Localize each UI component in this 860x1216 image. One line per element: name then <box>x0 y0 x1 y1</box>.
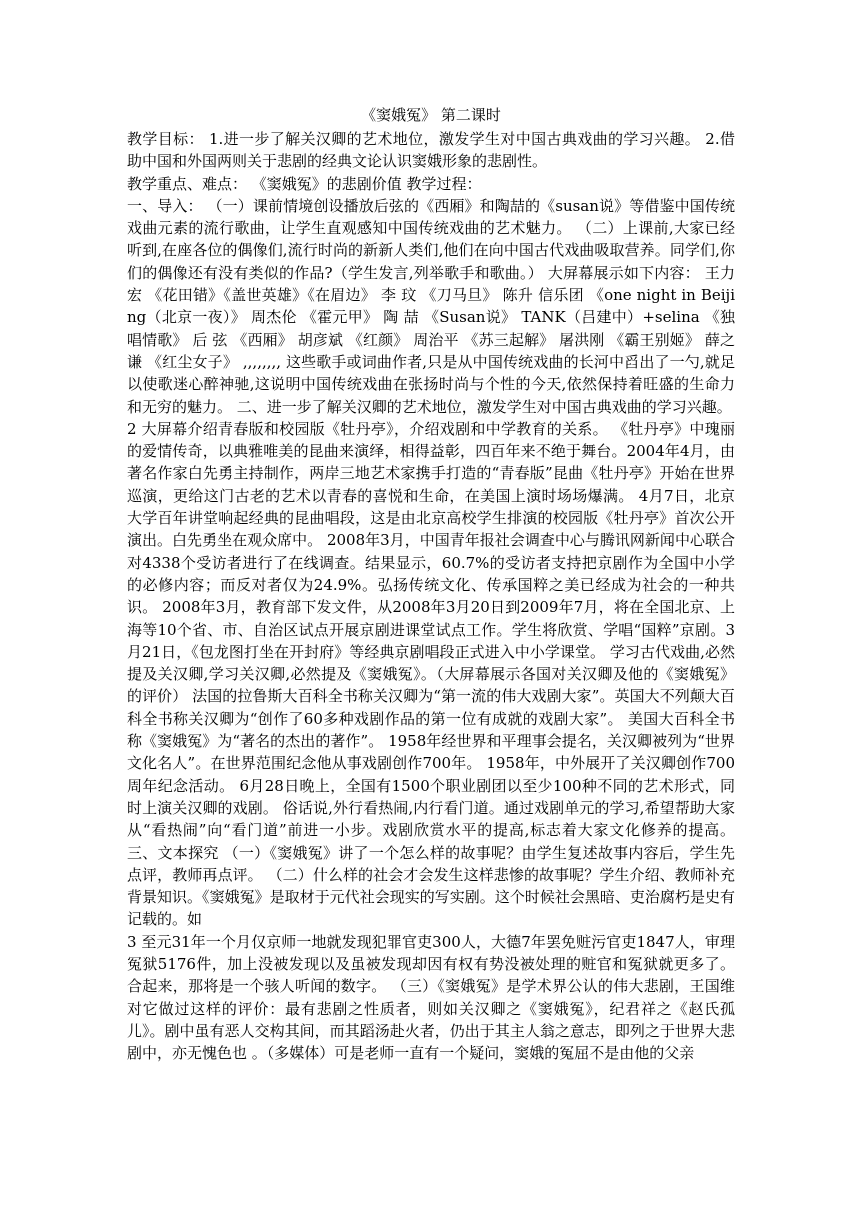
paragraph-objectives: 教学目标： 1.进一步了解关汉卿的艺术地位，激发学生对中国古典戏曲的学习兴趣。 2.借助中国和外国两则关于悲剧的经典文论认识窦娥形象的悲剧性。 <box>127 130 735 171</box>
paragraph-section-3: 3 至元31年一个月仅京师一地就发现犯罪官吏300人，大德7年罢免赃污官吏1847人，审理冤狱5176件，加上没被发现以及虽被发现却因有权有势没被处理的赃官和冤狱就更多了。合起来，那将是一个骇人听闻的数字。 （三）《窦娥冤》是学术界公认的伟大悲剧，王国维对它做过这样的评价：最有悲剧之性质者，则如关汉卿之《窦娥冤》，纪君祥之《赵氏孤儿》。剧中虽有恶人交构其间，而其蹈汤赴火者，仍出于其主人翁之意志，即列之于世界大悲剧中，亦无愧色也 。（多媒体）可是老师一直有一个疑问，窦娥的冤屈不是由他的父亲 <box>127 932 735 1063</box>
paragraph-section-2: 2 大屏幕介绍青春版和校园版《牡丹亭》，介绍戏剧和中学教育的关系。 《牡丹亭》中瑰丽的爱情传奇，以典雅唯美的昆曲来演绎，相得益彰，四百年来不绝于舞台。2004年4月，由著名作家白先勇主持制作，两岸三地艺术家携手打造的“青春版”昆曲《牡丹亭》开始在世界巡演，更给这门古老的艺术以青春的喜悦和生命，在美国上演时场场爆满。 4月7日，北京大学百年讲堂响起经典的昆曲唱段，这是由北京高校学生排演的校园版《牡丹亭》首次公开演出。白先勇坐在观众席中。 2008年3月，中国青年报社会调查中心与腾讯网新闻中心联合对4338个受访者进行了在线调查。结果显示，60.7%的受访者支持把京剧作为全国中小学的必修内容；而反对者仅为24.9%。弘扬传统文化、传承国粹之美已经成为社会的一种共识。 2008年3月，教育部下发文件，从2008年3月20日到2009年7月，将在全国北京、上海等10个省、市、自治区试点开展京剧进课堂试点工作。学生将欣赏、学唱“国粹”京剧。3月21日，《包龙图打坐在开封府》等经典京剧唱段正式进入中小学课堂。 学习古代戏曲,必然提及关汉卿,学习关汉卿,必然提及《窦娥冤》。（大屏幕展示各国对关汉卿及他的《窦娥冤》的评价） 法国的拉鲁斯大百科全书称关汉卿为“第一流的伟大戏剧大家”。英国大不列颠大百科全书称关汉卿为“创作了60多种戏剧作品的第一位有成就的戏剧大家”。 美国大百科全书称《窦娥冤》为“著名的杰出的著作”。 1958年经世界和平理事会提名，关汉卿被列为“世界文化名人”。在世界范围纪念他从事戏剧创作700年。 1958年，中外展开了关汉卿创作700周年纪念活动。 6月28日晚上，全国有1500个职业剧团以至少100种不同的艺术形式，同时上演关汉卿的戏剧。 俗话说,外行看热闹,内行看门道。通过戏剧单元的学习,希望帮助大家从“看热闹”向“看门道”前进一小步。戏剧欣赏水平的提高,标志着大家文化修养的提高。 三、文本探究 （一）《窦娥冤》讲了一个怎么样的故事呢？由学生复述故事内容后，学生先点评，教师再点评。 （二）什么样的社会才会发生这样悲惨的故事呢？学生介绍、教师补充背景知识。《窦娥冤》是取材于元代社会现实的写实剧。这个时候社会黑暗、吏治腐朽是史有记载的。如 <box>127 419 735 929</box>
paragraph-introduction: 一、导入： （一）课前情境创设播放后弦的《西厢》和陶喆的《susan说》等借鉴中国传统戏曲元素的流行歌曲，让学生直观感知中国传统戏曲的艺术魅力。 （二）上课前,大家已经听到,在座各位的偶像们,流行时尚的新新人类们,他们在向中国古代戏曲吸取营养。同学们,你们的偶像还有没有类似的作品?（学生发言,列举歌手和歌曲。） 大屏幕展示如下内容： 王力宏 《花田错》《盖世英雄》《在眉边》 李 玟 《刀马旦》 陈升 信乐团 《one night in Beijing（北京一夜）》 周杰伦 《霍元甲》 陶 喆 《Susan说》 TANK（吕建中）+selina 《独唱情歌》 后 弦 《西厢》 胡彦斌 《红颜》 周治平 《苏三起解》 屠洪刚 《霸王别姬》 薛之谦 《红尘女子》 ,,,,,,,, 这些歌手或词曲作者,只是从中国传统戏曲的长河中舀出了一勺,就足以使歌迷心醉神驰,这说明中国传统戏曲在张扬时尚与个性的今天,依然保持着旺盛的生命力和无穷的魅力。 二、进一步了解关汉卿的艺术地位，激发学生对中国古典戏曲的学习兴趣。 <box>127 196 735 416</box>
paragraph-key-points: 教学重点、难点： 《窦娥冤》的悲剧价值 教学过程： <box>127 174 482 193</box>
document-title: 《窦娥冤》 第二课时 <box>361 106 501 124</box>
